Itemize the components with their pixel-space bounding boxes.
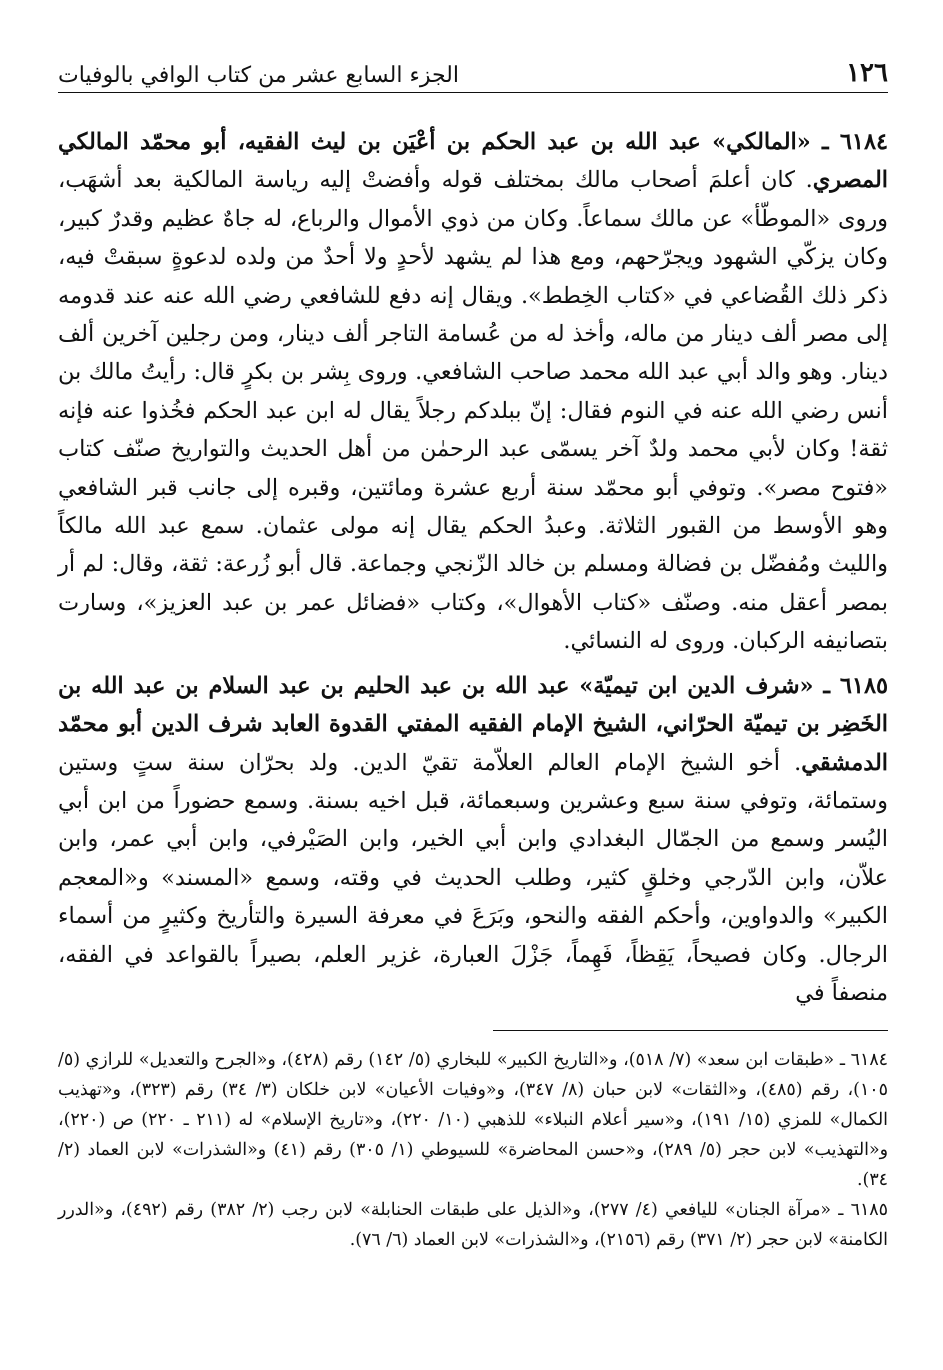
entry-6185 — [58, 667, 888, 1013]
page-header — [58, 48, 888, 93]
entry-body: . كان أعلمَ أصحاب مالك بمختلف قوله وأفضتْ إليه رياسة المالكية بعد أشهَب، وروى «الموطّأ» عن مالك سماعاً. وكان من ذوي الأموال والرباع، له جاهٌ عظيم وقدرٌ كبير، وكان يزكّي الشهود ويجرّحهم، ومع هذا لم يشهد لأحدٍ ولا أحدٌ من ولده لدعوةٍ سبقتْ فيه، ذكر ذلك القُضاعي في «كتاب الخِطط». ويقال إنه دفع للشافعي رضي الله عنه عند قدومه إلى مصر ألف دينار من ماله، وأخذ له من عُسامة التاجر ألف دينار، ومن رجلين آخرين ألف دينار. وهو والد أبي عبد الله محمد صاحب الشافعي. وروى بِشر بن بكرٍ قال: رأيتُ مالك بن أنس رضي الله عنه في النوم فقال: إنّ ببلدكم رجلاً يقال له ابن عبد الحكم فخُذوا عنه فإنه ثقة! وكان لأبي محمد ولدٌ آخر يسمّى عبد الرحمٰن من أهل الحديث والتواريخ صنّف كتاب «فتوح مصر». وتوفي أبو محمّد سنة أربع عشرة ومائتين، وقبره إلى جانب قبر الشافعي وهو الأوسط من القبور الثلاثة. وعبدُ الحكم يقال إنه مولى عثمان. سمع عبد الله مالكاً والليث ومُفضّل بن فضالة ومسلم بن خالد الزّنجي وجماعة. قال أبو زُرعة: ثقة، وقال: لم أر بمصر أعقل منه. وصنّف «كتاب الأهوال»، وكتاب «فضائل عمر بن عبد العزيز»، وسارت بتصانيفه الركبان. وروى له النسائي. — [58, 167, 888, 655]
book-page — [58, 48, 888, 1348]
running-title: الجزء السابع عشر من كتاب الوافي بالوفيات — [58, 63, 459, 88]
main-text — [58, 123, 888, 1012]
entry-6184 — [58, 123, 888, 661]
entry-heading: ٦١٨٥ ـ «شرف الدين ابن تيميّة» عبد الله بن عبد الحليم بن عبد السلام بن عبد الله بن الخَضِر بن تيميّة الحرّاني، الشيخ الإمام الفقيه المفتي القدوة العابد شرف الدين أبو محمّد الدمشقي — [58, 672, 888, 776]
footnote-6184: ٦١٨٤ ـ «طبقات ابن سعد» (٧/ ٥١٨)، و«التاريخ الكبير» للبخاري (٥/ ١٤٢) رقم (٤٢٨)، و«الجرح والتعديل» للرازي (٥/ ١٠٥)، رقم (٤٨٥)، و«الثقات» لابن حبان (٨/ ٣٤٧)، و«وفيات الأعيان» لابن خلكان (٣/ ٣٤) رقم (٣٢٣)، و«تهذيب الكمال» للمزي (١٥/ ١٩١)، و«سير أعلام النبلاء» للذهبي (١٠/ ٢٢٠)، و«تاريخ الإسلام» له (٢١١ ـ ٢٢٠) ص (٢٢٠)، و«التهذيب» لابن حجر (٥/ ٢٨٩)، و«حسن المحاضرة» للسيوطي (١/ ٣٠٥) رقم (٤١) و«الشذرات» لابن العماد (٢/ ٣٤). — [58, 1050, 889, 1191]
entry-paragraph — [58, 123, 888, 661]
entry-heading: ٦١٨٤ ـ «المالكي» عبد الله بن عبد الحكم بن أعْيَن بن ليث الفقيه، أبو محمّد المالكي المصري — [58, 129, 888, 194]
page-number: ١٢٦ — [846, 58, 888, 88]
footnote-separator — [493, 1030, 888, 1031]
entry-paragraph — [58, 667, 888, 1013]
footnote-6185: ٦١٨٥ ـ «مرآة الجنان» لليافعي (٤/ ٢٧٧)، و«الذيل على طبقات الحنابلة» لابن رجب (٢/ ٣٨٢) رقم (٤٩٢)، و«الدرر الكامنة» لابن حجر (٢/ ٣٧١) رقم (٢١٥٦)، و«الشذرات» لابن العماد (٦/ ٧٦). — [58, 1200, 888, 1251]
footnotes — [58, 1045, 888, 1255]
entry-body: . أخو الشيخ الإمام العالم العلاّمة تقيّ الدين. ولد بحرّان سنة ستٍ وستين وستمائة، وتوفي سنة سبع وعشرين وسبعمائة، قبل اخيه بسنة. وسمع حضوراً من ابن أبي اليُسر وسمع من الجمّال البغدادي وابن أبي الخير، وابن الصَيْرفي، وابن أبي عمر، وابن علاّن، وابن الدّرجي وخلقٍ كثير، وطلب الحديث في وقته، وسمع «المسند» و«المعجم الكبير» والدواوين، وأحكم الفقه والنحو، وبَرَعَ في معرفة السيرة والتأريخ وكثيرٍ من أسماء الرجال. وكان فصيحاً، يَقِظاً، فَهِماً، جَزْلَ العبارة، غزير العلم، بصيراً بالقواعد في الفقه، منصفاً في — [58, 749, 888, 1006]
